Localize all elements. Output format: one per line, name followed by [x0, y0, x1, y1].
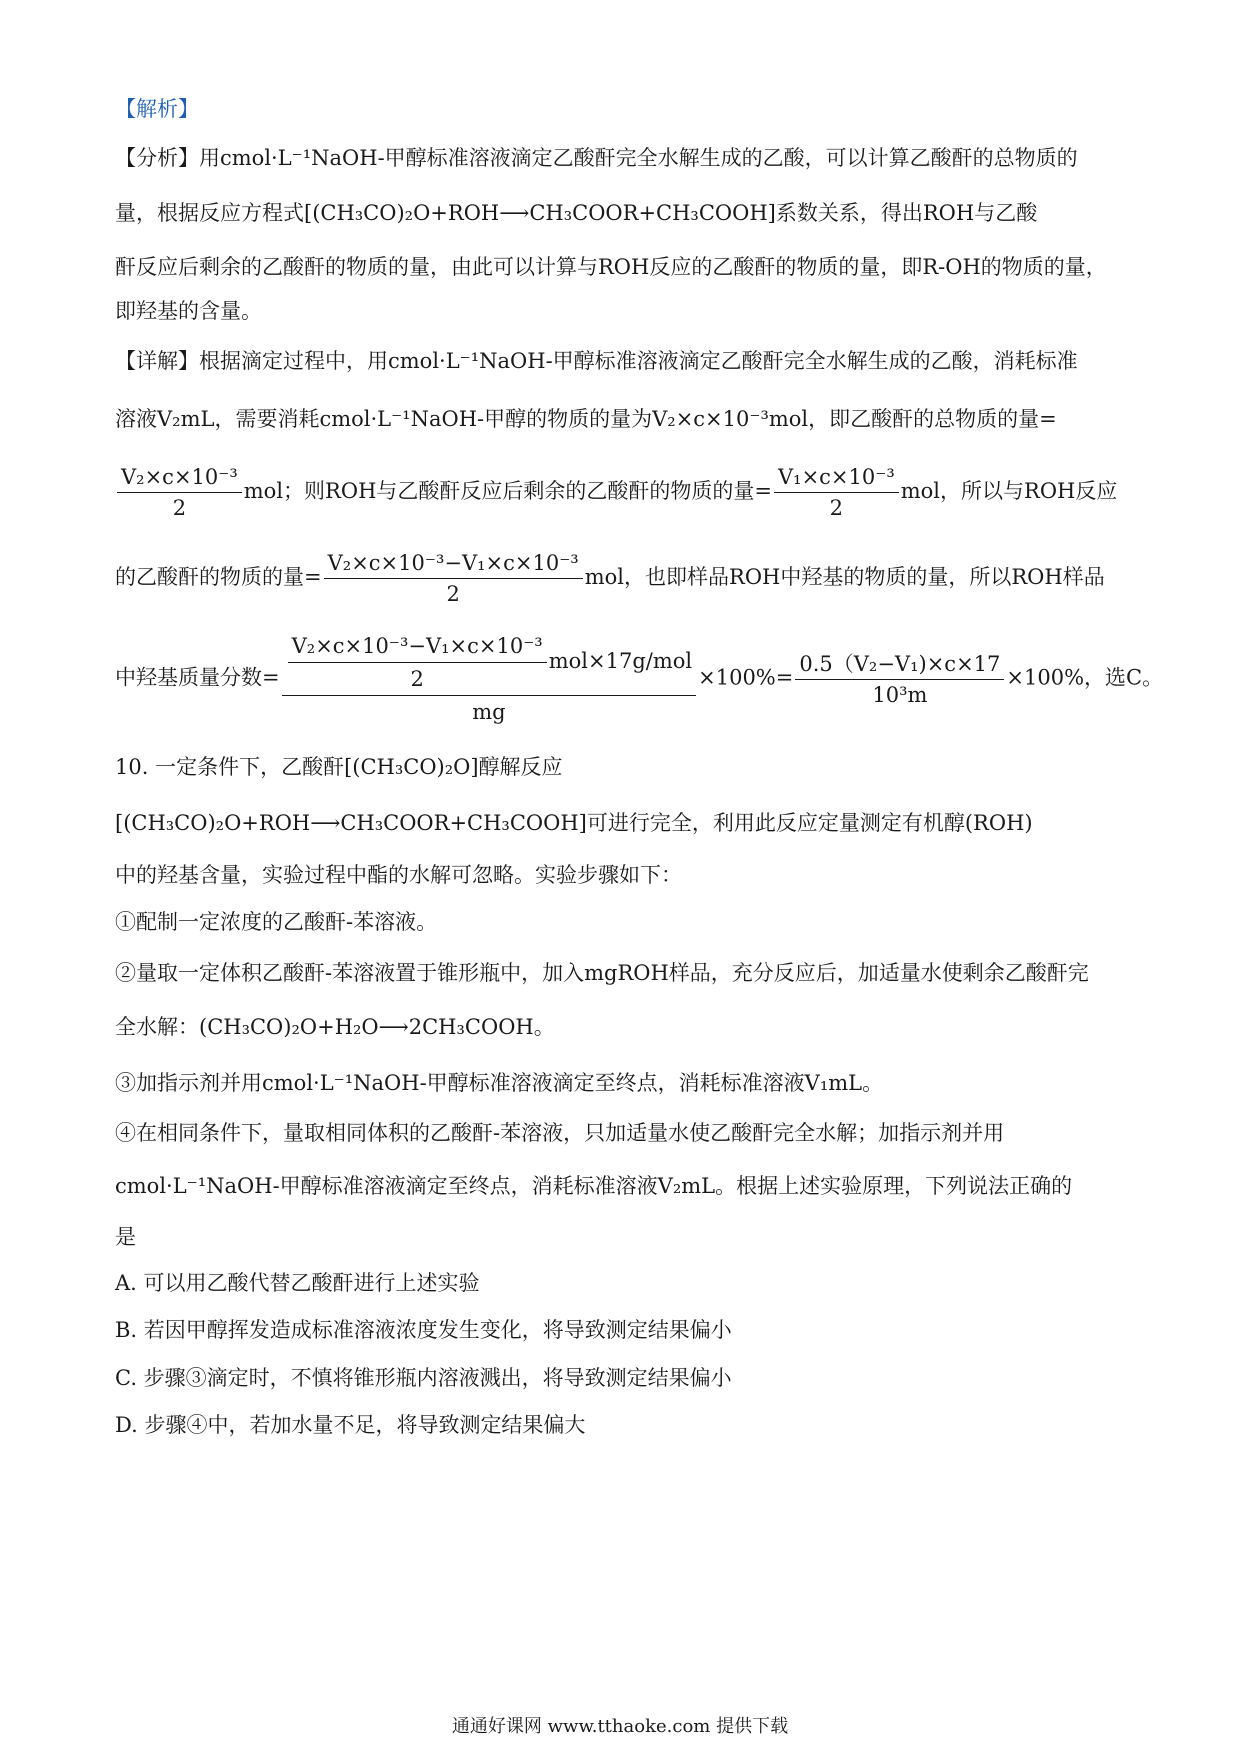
fraction-denominator: 2 — [446, 582, 460, 606]
detail-line-4-head: 的乙酸酐的物质的量= — [115, 565, 322, 589]
question-10-line-3: 中的羟基含量，实验过程中酯的水解可忽略。实验步骤如下： — [115, 863, 682, 887]
fraction-numerator: V₂×c×10⁻³ — [117, 462, 242, 493]
fraction-reacted-anhydride — [324, 548, 583, 609]
detail-line-5-tail: ×100%，选C。 — [1006, 665, 1164, 690]
fraction-numerator: V₂×c×10⁻³−V₁×c×10⁻³ — [288, 630, 547, 663]
step-1: ①配制一定浓度的乙酸酐-苯溶液。 — [115, 910, 438, 934]
fraction-mass-fraction-outer — [282, 630, 697, 728]
detail-line-2: 溶液V₂mL，需要消耗cmol·L⁻¹NaOH-甲醇的物质的量为V₂×c×10⁻³mol，即乙酸酐的总物质的量= — [115, 407, 1057, 431]
fraction-denominator: 2 — [172, 496, 187, 520]
solution-heading: 【解析】 — [115, 97, 199, 121]
question-10-line-2: [(CH₃CO)₂O+ROH⟶CH₃COOR+CH₃COOH]可进行完全，利用此反应定量测定有机醇(ROH) — [115, 811, 1033, 835]
detail-line-5-mid: ×100%= — [698, 665, 794, 690]
inner-tail: mol×17g/mol — [548, 649, 693, 673]
fraction-numerator-compound — [282, 630, 697, 696]
detail-line-3 — [115, 462, 1117, 523]
detail-line-5 — [115, 630, 1163, 728]
detail-line-3-tail: mol，所以与ROH反应 — [900, 479, 1118, 503]
option-a: A. 可以用乙酸代替乙酸酐进行上述实验 — [115, 1271, 480, 1295]
step-4-line-3: 是 — [115, 1225, 136, 1249]
step-3: ③加指示剂并用cmol·L⁻¹NaOH-甲醇标准溶液滴定至终点，消耗标准溶液V₁mL。 — [115, 1071, 884, 1095]
analysis-line-4: 即羟基的含量。 — [115, 299, 262, 323]
detail-line-4-tail: mol，也即样品ROH中羟基的物质的量，所以ROH样品 — [584, 565, 1105, 589]
option-d: D. 步骤④中，若加水量不足，将导致测定结果偏大 — [115, 1413, 586, 1437]
option-c: C. 步骤③滴定时，不慎将锥形瓶内溶液溅出，将导致测定结果偏小 — [115, 1366, 732, 1390]
fraction-simplified — [795, 649, 1004, 710]
analysis-line-3: 酐反应后剩余的乙酸酐的物质的量，由此可以计算与ROH反应的乙酸酐的物质的量，即R-OH的物质的量， — [115, 255, 1107, 279]
fraction-denominator: 10³m — [872, 682, 928, 707]
fraction-denominator: 2 — [829, 496, 844, 520]
step-2-line-1: ②量取一定体积乙酸酐-苯溶液置于锥形瓶中，加入mgROH样品，充分反应后，加适量水使剩余乙酸酐完 — [115, 961, 1089, 985]
fraction-mass-fraction-inner — [288, 630, 547, 695]
step-2-line-2: 全水解：(CH₃CO)₂O+H₂O⟶2CH₃COOH。 — [115, 1015, 555, 1039]
fraction-denominator: mg — [472, 700, 506, 724]
footer-source: 通通好课网 www.tthaoke.com 提供下载 — [451, 1716, 789, 1737]
step-4-line-2: cmol·L⁻¹NaOH-甲醇标准溶液滴定至终点，消耗标准溶液V₂mL。根据上述实验原理，下列说法正确的 — [115, 1174, 1073, 1198]
fraction-numerator: V₁×c×10⁻³ — [774, 462, 899, 493]
detail-line-4 — [115, 548, 1105, 609]
detail-line-5-head: 中羟基质量分数= — [115, 665, 280, 690]
detail-line-1: 【详解】根据滴定过程中，用cmol·L⁻¹NaOH-甲醇标准溶液滴定乙酸酐完全水解生成的乙酸，消耗标准 — [115, 349, 1078, 373]
option-b: B. 若因甲醇挥发造成标准溶液浓度发生变化，将导致测定结果偏小 — [115, 1318, 732, 1342]
analysis-line-1: 【分析】用cmol·L⁻¹NaOH-甲醇标准溶液滴定乙酸酐完全水解生成的乙酸，可以计算乙酸酐的总物质的 — [115, 146, 1078, 170]
fraction-remaining-anhydride — [774, 462, 899, 523]
step-4-line-1: ④在相同条件下，量取相同体积的乙酸酐-苯溶液，只加适量水使乙酸酐完全水解；加指示剂并用 — [115, 1121, 1005, 1145]
fraction-denominator: 2 — [410, 667, 424, 691]
detail-line-3-mid: mol；则ROH与乙酸酐反应后剩余的乙酸酐的物质的量= — [243, 479, 772, 503]
fraction-numerator: V₂×c×10⁻³−V₁×c×10⁻³ — [324, 548, 583, 579]
question-10-line-1: 10. 一定条件下，乙酸酐[(CH₃CO)₂O]醇解反应 — [115, 755, 563, 779]
fraction-total-anhydride — [117, 462, 242, 523]
fraction-numerator: 0.5（V₂−V₁)×c×17 — [795, 649, 1004, 680]
analysis-line-2: 量，根据反应方程式[(CH₃CO)₂O+ROH⟶CH₃COOR+CH₃COOH]系数关系，得出ROH与乙酸 — [115, 201, 1038, 225]
